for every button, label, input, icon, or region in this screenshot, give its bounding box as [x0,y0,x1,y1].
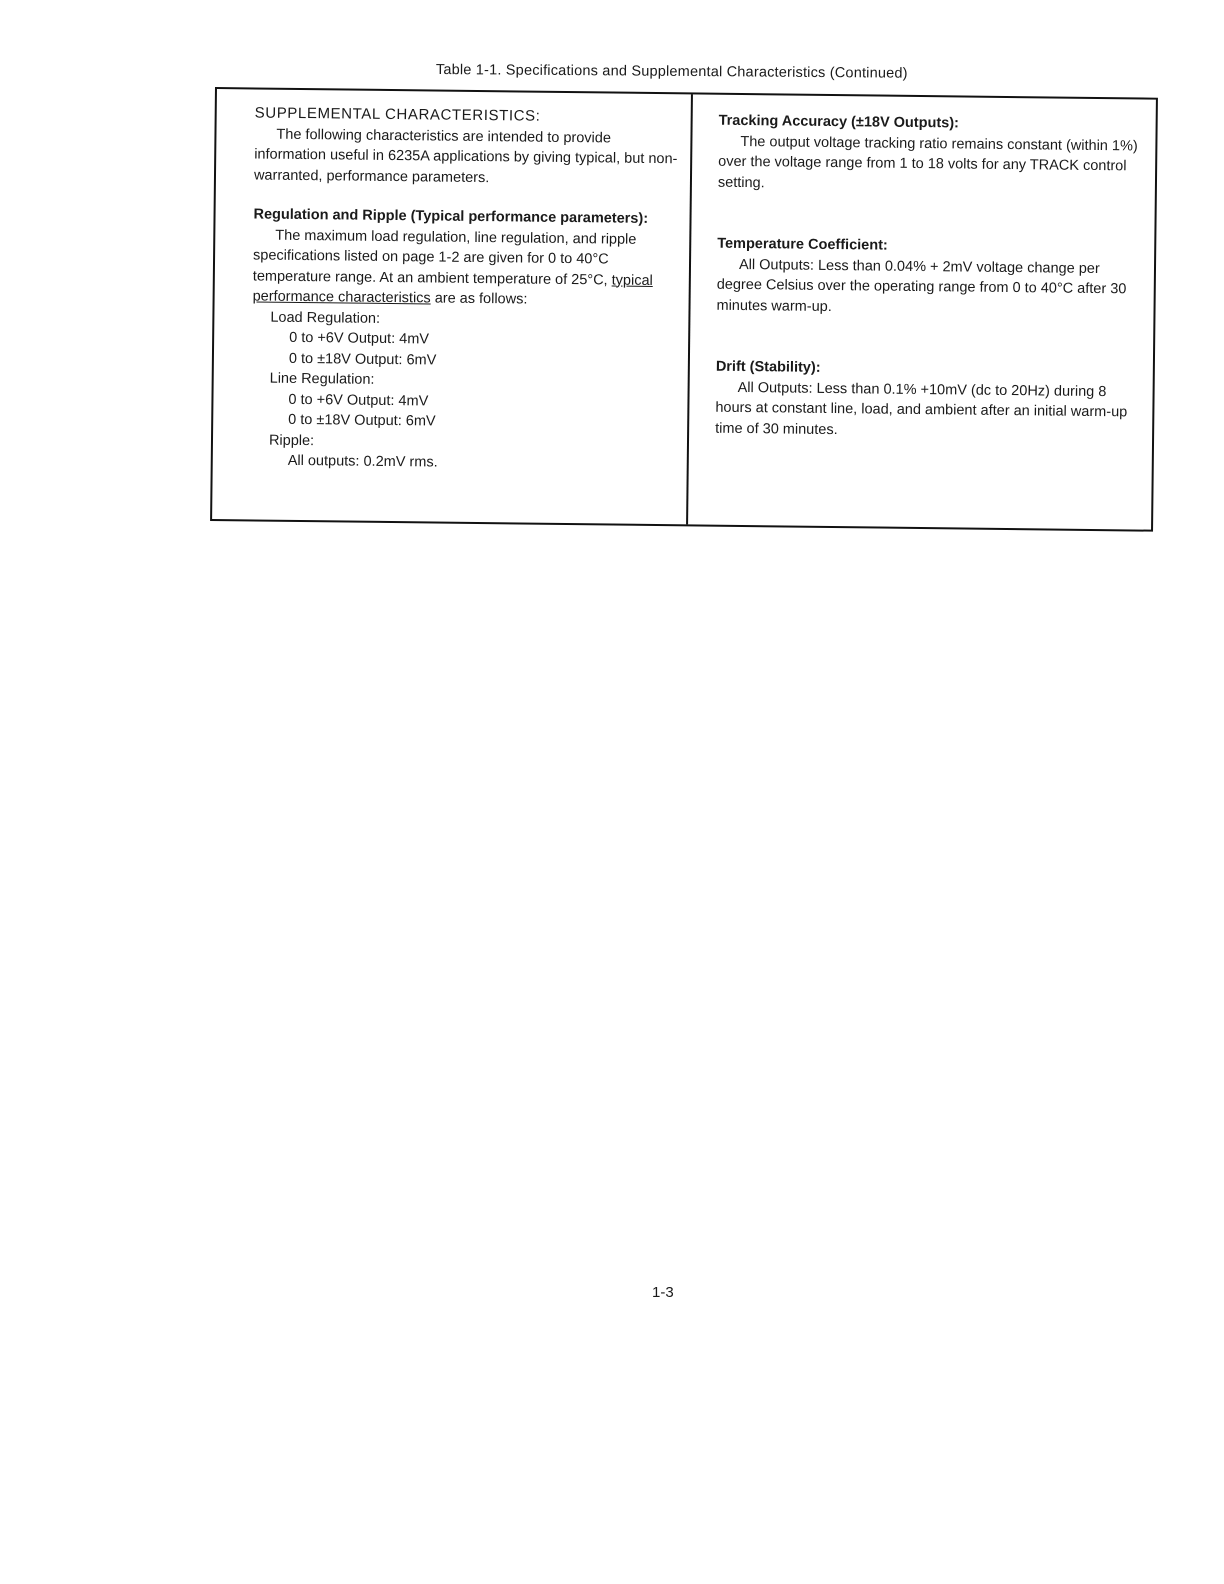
load-regulation-18v: 0 to ±18V Output: 6mV [288,350,437,369]
spec-table [210,87,1158,532]
specs-column [688,94,1156,529]
load-regulation-6v: 0 to +6V Output: 4mV [289,329,430,348]
line-regulation-18v: 0 to ±18V Output: 6mV [288,411,436,430]
tracking-heading: Tracking Accuracy (±18V Outputs): [718,112,960,132]
load-regulation-label: Load Regulation: [270,309,381,327]
drift-heading: Drift (Stability): [715,358,821,376]
regulation-heading: Regulation and Ripple (Typical performance parameters): [253,206,649,227]
supplemental-intro: The following characteristics are intended to provide information useful in 6235A applications by giving typical, but non-warranted, performance parameters. [253,126,678,186]
supplemental-column [212,89,693,524]
tracking-text: The output voltage tracking ratio remains constant (within 1%) over the voltage range from 1 to 18 volts for any TRACK control setting. [717,133,1138,191]
temperature-heading: Temperature Coefficient: [717,235,888,254]
ripple-value: All outputs: 0.2mV rms. [287,452,438,471]
ripple-label: Ripple: [268,432,315,449]
line-regulation-6v: 0 to +6V Output: 4mV [288,391,429,409]
table-caption: Table 1-1. Specifications and Supplemental Characteristics (Continued) [435,62,908,82]
regulation-text-a: The maximum load regulation, line regulation, and ripple specifications listed on page 1-2 are given for 0 to 40°C temperature range. At an ambient temperature of 25°C, [252,227,637,288]
typical-performance-link-text: typical performance characteristics [252,272,653,307]
supplemental-heading: SUPPLEMENTAL CHARACTERISTICS: [254,104,541,125]
page-number: 1-3 [652,1284,674,1301]
regulation-text-b: are as follows: [430,290,528,308]
drift-text: All Outputs: Less than 0.1% +10mV (dc to 20Hz) during 8 hours at constant line, load, and ambient after an initial warm-up time of 30 minutes. [715,379,1128,438]
regulation-text [253,225,678,312]
line-regulation-label: Line Regulation: [269,370,375,388]
temperature-text: All Outputs: Less than 0.04% + 2mV voltage change per degree Celsius over the operating range from 0 to 40°C after 30 minutes warm-up. [716,256,1127,315]
